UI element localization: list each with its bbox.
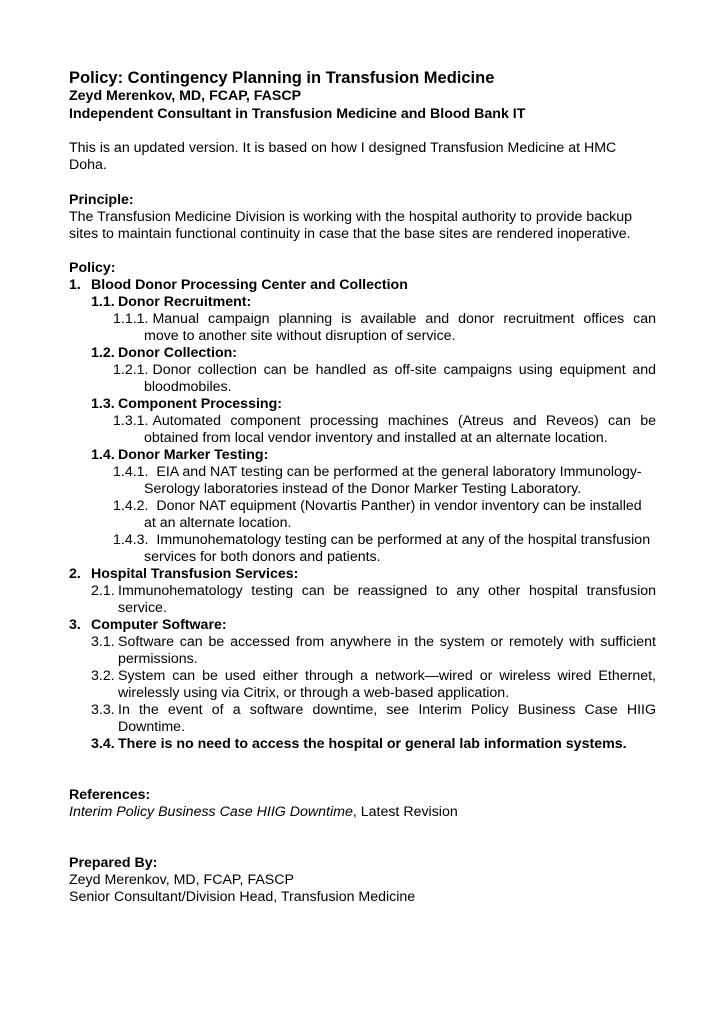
section-1-4-3-line-2: services for both donors and patients. — [144, 549, 381, 565]
section-3-3-line-1: 3.3. In the event of a software downtime, see Interim Policy Business Case HIIG — [91, 702, 656, 718]
references-heading: References: — [69, 787, 151, 803]
prepared-by-heading: Prepared By: — [69, 855, 158, 871]
section-1-4-2-line-2: at an alternate location. — [144, 515, 292, 531]
section-3-1-line-1: 3.1. Software can be accessed from anywhere in the system or remotely with sufficient — [91, 634, 656, 650]
section-3-3-line-2: Downtime. — [118, 719, 186, 735]
section-1-1-1-line-1: 1.1.1. Manual campaign planning is available and donor recruitment offices can — [113, 311, 656, 327]
section-2-heading: 2. Hospital Transfusion Services: — [69, 566, 299, 582]
reference-title: Interim Policy Business Case HIIG Downtime — [69, 804, 353, 820]
preparer-role: Senior Consultant/Division Head, Transfusion Medicine — [69, 889, 416, 905]
principle-line-2: sites to maintain functional continuity in case that the base sites are rendered inoperative. — [69, 226, 631, 242]
section-3-1-line-2: permissions. — [118, 651, 198, 667]
section-1-4-1-line-2: Serology laboratories instead of the Donor Marker Testing Laboratory. — [144, 481, 582, 497]
author-affiliation: Independent Consultant in Transfusion Medicine and Blood Bank IT — [69, 106, 526, 122]
section-1-3-1-line-2: obtained from local vendor inventory and installed at an alternate location. — [144, 430, 608, 446]
policy-heading: Policy: — [69, 260, 116, 276]
section-1-heading: 1. Blood Donor Processing Center and Collection — [69, 277, 408, 293]
reference-item: Interim Policy Business Case HIIG Downtime, Latest Revision — [69, 804, 458, 820]
author-name: Zeyd Merenkov, MD, FCAP, FASCP — [69, 88, 302, 104]
section-1-4-3-line-1: 1.4.3. Immunohematology testing can be performed at any of the hospital transfusion — [113, 532, 651, 548]
preparer-name: Zeyd Merenkov, MD, FCAP, FASCP — [69, 872, 294, 888]
section-1-3-1-line-1: 1.3.1. Automated component processing machines (Atreus and Reveos) can be — [113, 413, 656, 429]
section-1-4-heading: 1.4. Donor Marker Testing: — [91, 447, 269, 463]
intro-line-2: Doha. — [69, 157, 107, 173]
section-1-2-1-line-1: 1.2.1. Donor collection can be handled as off-site campaigns using equipment and — [113, 362, 656, 378]
section-1-4-1-line-1: 1.4.1. EIA and NAT testing can be performed at the general laboratory Immunology- — [113, 464, 642, 480]
section-1-2-heading: 1.2. Donor Collection: — [91, 345, 238, 361]
section-1-1-1-line-2: move to another site without disruption of service. — [144, 328, 456, 344]
principle-heading: Principle: — [69, 192, 134, 208]
section-3-2-line-1: 3.2. System can be used either through a network—wired or wireless wired Ethernet, — [91, 668, 656, 684]
section-1-1-heading: 1.1. Donor Recruitment: — [91, 294, 252, 310]
section-1-4-2-line-1: 1.4.2. Donor NAT equipment (Novartis Panther) in vendor inventory can be installed — [113, 498, 642, 514]
section-2-1-line-2: service. — [118, 600, 167, 616]
intro-line-1: This is an updated version. It is based on how I designed Transfusion Medicine at HMC — [69, 140, 617, 156]
section-2-1-line-1: 2.1. Immunohematology testing can be reassigned to any other hospital transfusion — [91, 583, 656, 599]
document-title: Policy: Contingency Planning in Transfusion Medicine — [69, 69, 495, 87]
section-1-3-heading: 1.3. Component Processing: — [91, 396, 282, 412]
section-3-heading: 3. Computer Software: — [69, 617, 227, 633]
principle-line-1: The Transfusion Medicine Division is working with the hospital authority to provide backup — [69, 209, 633, 225]
section-3-4-line-1: 3.4. There is no need to access the hospital or general lab information systems. — [91, 736, 627, 752]
section-3-2-line-2: wirelessly using via Citrix, or through a web-based application. — [118, 685, 510, 701]
section-1-2-1-line-2: bloodmobiles. — [144, 379, 232, 395]
